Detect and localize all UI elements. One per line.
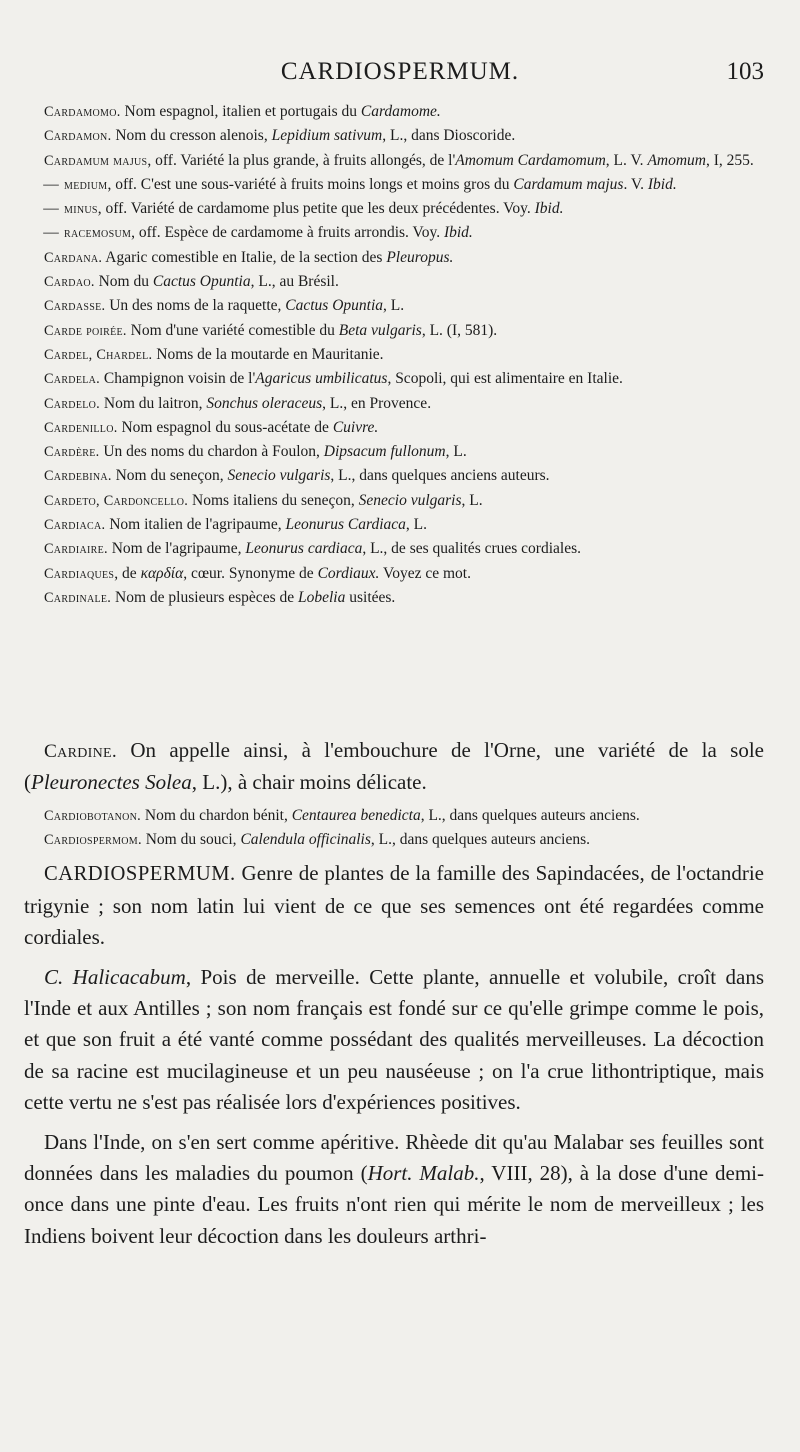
page-number: 103	[726, 58, 764, 85]
dictionary-entry	[24, 489, 764, 513]
entry-text: , L.	[383, 297, 405, 315]
usage-paragraph	[24, 1127, 764, 1252]
entry-text: Nom espagnol du sous-acétate de	[117, 418, 333, 436]
entry-headword: racemosum	[64, 225, 132, 242]
entry-text: , cœur. Synonyme de	[183, 564, 318, 582]
entry-headword: minus	[64, 201, 98, 218]
entry-text: Nom espagnol, italien et portugais du	[120, 103, 361, 120]
entry-text: Agaric comestible en Italie, de la section des	[102, 248, 387, 266]
ditto-dash: —	[43, 175, 59, 193]
entry-text: Nom du seneçon,	[111, 467, 228, 485]
entry-text: , L., au Brésil.	[250, 273, 339, 291]
entry-text: , off. Espèce de cardamome à fruits arrondis. Voy.	[131, 224, 444, 242]
entry-text: usitées.	[345, 588, 396, 606]
entry-text: Dans l'Inde, on s'en sert comme apéritive. Rhèede dit qu'au Malabar ses feuilles sont données dans les maladies du poumon (	[24, 1130, 764, 1186]
entry-headword: Cardiaques	[44, 565, 115, 582]
entry-headword: medium	[64, 176, 108, 193]
entry-text: , off. Variété la plus grande, à fruits allongés, de l'	[147, 151, 456, 169]
entry-headword: Cardenillo.	[44, 419, 118, 436]
entry-text: , L., dans quelques anciens auteurs.	[330, 467, 550, 485]
italic-term: Leonurus cardiaca	[245, 540, 363, 558]
entry-headword: Cardiobotanon.	[44, 808, 142, 825]
entry-text: , L., dans quelques auteurs anciens.	[420, 807, 640, 825]
entry-headword: Cardiaca.	[44, 517, 106, 534]
italic-term: Pleuronectes Solea	[31, 770, 192, 795]
italic-term: Senecio vulgaris	[227, 467, 331, 485]
italic-term: Leonurus Cardiaca	[285, 516, 406, 534]
italic-term: Calendula officinalis	[240, 831, 371, 849]
entry-headword: Cardiaire.	[44, 541, 108, 558]
dictionary-entry	[24, 246, 764, 270]
entry-text: , L. (I, 581).	[421, 321, 498, 339]
italic-term: Centaurea benedicta	[291, 807, 421, 825]
italic-term: Amomum	[647, 151, 706, 169]
entry-headword: Cardamon.	[44, 128, 112, 145]
italic-term: Agaricus umbilicatus	[255, 370, 388, 388]
italic-term: Pleuropus.	[386, 248, 454, 266]
entry-headword: Cardelo.	[44, 395, 101, 412]
italic-term: Beta vulgaris	[338, 321, 422, 339]
entry-text: , L.	[445, 443, 467, 461]
entry-text: Genre de plantes de la famille des Sapindacées, de l'octandrie trigynie ; son nom latin lui vient de ce que ses semences ont été regardées comme cordiales.	[24, 861, 764, 949]
italic-term: Lobelia	[297, 588, 346, 606]
italic-term: Cactus Opuntia	[152, 273, 251, 291]
entry-text: On appelle ainsi, à l'embouchure de l'Orne, une variété de la sole (	[24, 738, 764, 795]
italic-term: καρδία	[140, 564, 184, 582]
entry-headword: Carde poirée.	[44, 322, 127, 339]
entry-text: Noms italiens du seneçon,	[188, 491, 359, 509]
entry-text: , Scopoli, qui est alimentaire en Italie.	[387, 370, 623, 388]
entry-text: , L.	[461, 491, 483, 509]
dictionary-entry	[24, 513, 764, 537]
ditto-dash: —	[43, 224, 59, 242]
entry-text: Nom du	[94, 273, 153, 291]
entry-cardiobotanon	[24, 804, 764, 828]
entry-text: , off. C'est une sous-variété à fruits moins longs et moins gros du	[107, 175, 514, 193]
entry-headword: Cardel, Chardel.	[44, 346, 153, 363]
entry-text: , I, 255.	[706, 151, 754, 169]
entry-text: Nom du cresson alenois,	[111, 127, 272, 145]
dictionary-entry	[24, 464, 764, 488]
entry-headword: CARDIOSPERMUM.	[44, 863, 236, 886]
dictionary-entry	[24, 124, 764, 148]
dictionary-entry	[24, 562, 764, 586]
entry-headword: Cardela.	[44, 371, 101, 388]
entry-headword: Cardao.	[44, 274, 95, 291]
entry-headword: Cardiospermom.	[44, 832, 142, 849]
dictionary-entry	[24, 270, 764, 294]
entry-text: , VIII, 28), à la dose d'une demi-once dans une pinte d'eau. Les fruits n'ont rien qui mérite le nom de merveilleux ; les Indiens boivent leur décoction dans les douleurs arthri-	[24, 1161, 764, 1248]
running-title: CARDIOSPERMUM.	[280, 58, 520, 85]
dictionary-entry	[24, 149, 764, 173]
entry-text: , L., en Provence.	[322, 394, 432, 412]
entry-text: Nom du laitron,	[100, 394, 207, 412]
italic-term: Cactus Opuntia	[285, 297, 384, 315]
entry-headword: Cardère.	[44, 444, 100, 461]
entry-text: , Pois de merveille. Cette plante, annuelle et volubile, croît dans l'Inde et aux Antilles ; son nom français est fondé sur ce qu'elle grimpe comme le pois, et que son fruit a été vanté comme possédant des qualités merveilleuses. La décoction de sa racine est mucilagineuse et un peu nauséeuse ; on l'a crue lithontriptique, mais cette vertu ne s'est pas réalisée lors d'expériences positives.	[24, 965, 765, 1114]
page-header	[0, 58, 800, 92]
italic-term: Cordiaux.	[317, 564, 380, 582]
italic-term: Cardamum majus	[513, 175, 624, 193]
entry-text: Nom de plusieurs espèces de	[111, 588, 298, 606]
entry-text: Nom italien de l'agripaume,	[105, 516, 286, 534]
entry-headword: Cardana.	[44, 249, 103, 266]
entry-headword: Cardasse.	[44, 298, 106, 315]
entry-text: , L., dans Dioscoride.	[382, 127, 516, 145]
entry-headword: Cardebina.	[44, 468, 112, 485]
italic-term: Amomum Cardamomum	[455, 151, 606, 169]
entry-headword: Cardeto, Cardoncello.	[44, 492, 189, 509]
italic-term: Cardamome.	[360, 103, 441, 120]
dictionary-entries	[24, 100, 764, 610]
dictionary-entry	[24, 294, 764, 318]
entry-text: , L.), à chair moins délicate.	[191, 770, 427, 795]
italic-term: Ibid.	[647, 175, 677, 193]
entry-text: Nom du chardon bénit,	[141, 807, 292, 825]
italic-term: C. Halicacabum	[44, 965, 186, 990]
entry-text: Nom d'une variété comestible du	[126, 321, 339, 339]
entry-text: , L.	[405, 516, 427, 534]
dictionary-entry	[24, 440, 764, 464]
dictionary-entry	[24, 586, 764, 610]
italic-term: Cuivre.	[332, 418, 379, 436]
dictionary-entry	[24, 197, 764, 221]
italic-term: Lepidium sativum	[271, 127, 383, 145]
species-paragraph	[24, 962, 764, 1118]
entry-headword: Cardamum majus	[44, 152, 148, 169]
italic-term: Ibid.	[443, 224, 473, 242]
entry-cardiospermom	[24, 828, 764, 852]
dictionary-entry	[24, 319, 764, 343]
dictionary-entry	[24, 392, 764, 416]
dictionary-entry	[24, 343, 764, 367]
italic-term: Hort. Malab.	[367, 1161, 480, 1186]
entry-text: Nom de l'agripaume,	[107, 540, 246, 558]
ditto-dash: —	[43, 200, 59, 218]
italic-term: Senecio vulgaris	[358, 491, 462, 509]
entry-text: . V.	[623, 175, 648, 193]
entry-headword: Cardinale.	[44, 589, 112, 606]
entry-text: Voyez ce mot.	[379, 564, 471, 582]
dictionary-entry	[24, 367, 764, 391]
entry-text: Champignon voisin de l'	[100, 370, 256, 388]
entry-text: Nom du souci,	[141, 831, 241, 849]
dictionary-entry	[24, 416, 764, 440]
entry-headword: Cardamomo.	[44, 104, 121, 120]
genus-paragraph	[24, 858, 764, 953]
entry-text: , off. Variété de cardamome plus petite que les deux précédentes. Voy.	[97, 200, 535, 218]
entry-text: Noms de la moutarde en Mauritanie.	[152, 345, 384, 363]
entry-text: Un des noms du chardon à Foulon,	[99, 443, 324, 461]
main-text	[24, 735, 764, 1252]
dictionary-entry	[24, 221, 764, 245]
entry-text: , L., dans quelques auteurs anciens.	[370, 831, 590, 849]
entry-cardine	[24, 735, 764, 798]
dictionary-entry	[24, 537, 764, 561]
entry-text: , de	[114, 564, 141, 582]
dictionary-entry	[24, 173, 764, 197]
entry-headword: Cardine.	[44, 741, 117, 762]
entry-text: , L. V.	[605, 151, 648, 169]
italic-term: Ibid.	[534, 200, 564, 218]
entry-text: Un des noms de la raquette,	[105, 297, 286, 315]
italic-term: Dipsacum fullonum	[323, 443, 446, 461]
italic-term: Sonchus oleraceus	[206, 394, 323, 412]
entry-text: , L., de ses qualités crues cordiales.	[362, 540, 581, 558]
dictionary-entry	[24, 100, 764, 124]
